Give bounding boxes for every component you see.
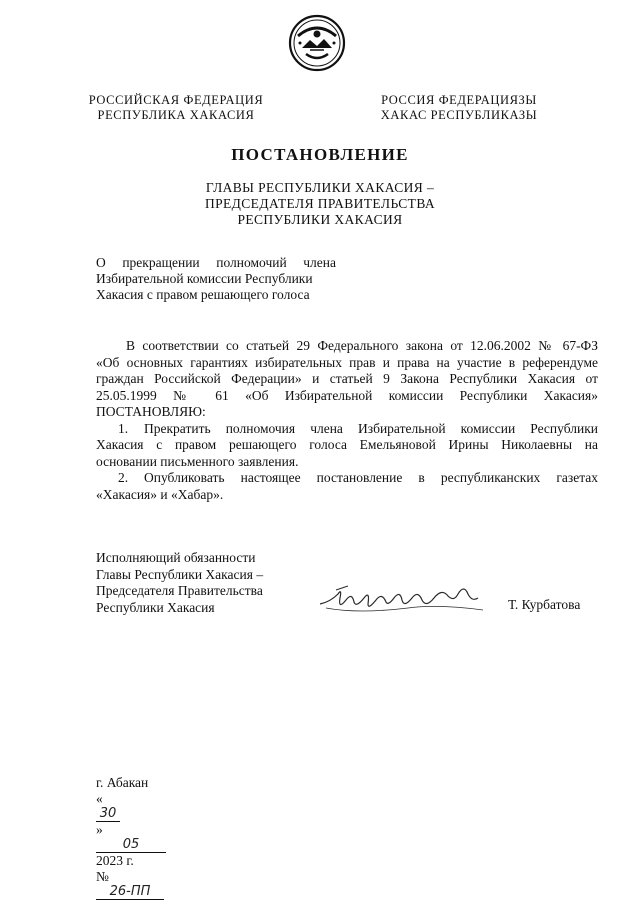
item1-line3: основании письменного заявления. <box>96 453 299 469</box>
signer-name: Т. Курбатова <box>508 597 581 612</box>
footer-city: г. Абакан <box>96 775 149 790</box>
number-value: 26-ПП <box>96 885 164 900</box>
item2-line1: Опубликовать настоящее постановление в республиканских газетах <box>144 470 598 485</box>
handwritten-signature <box>318 580 488 620</box>
item1-line2: Хакасия с правом решающего голоса Емельяновой Ирины Николаевны на <box>96 437 598 452</box>
body-p1-line2: «Об основных гарантиях избирательных прав и права на участие в референдуме <box>96 354 598 370</box>
subject-line1: О прекращении полномочий члена <box>96 255 336 270</box>
document-footer <box>96 775 166 900</box>
document-body <box>96 338 598 503</box>
subtitle-line3: РЕСПУБЛИКИ ХАКАСИЯ <box>237 212 403 227</box>
signatory-line3: Председателя Правительства <box>96 583 263 598</box>
signatory-position <box>96 550 296 616</box>
coat-of-arms-emblem <box>288 14 346 72</box>
body-p1-line3: граждан Российской Федерации» и статьей 9 Закона Республики Хакасия от <box>96 371 598 386</box>
signatory-line2: Главы Республики Хакасия – <box>96 566 264 582</box>
footer-date <box>96 791 166 869</box>
subtitle-line1: ГЛАВЫ РЕСПУБЛИКИ ХАКАСИЯ – <box>205 180 435 195</box>
document-title: ПОСТАНОВЛЕНИЕ <box>231 145 409 164</box>
header-left-line2: РЕСПУБЛИКА ХАКАСИЯ <box>97 108 255 122</box>
item2-line2: «Хакасия» и «Хабар». <box>96 486 224 502</box>
header-left <box>86 93 266 123</box>
number-prefix: № <box>96 869 109 884</box>
header-right <box>374 93 544 123</box>
subject-line3: Хакасия с правом решающего голоса <box>96 287 310 302</box>
subject-line2: Избирательной комиссии Республики <box>96 271 313 286</box>
date-open-quote: « <box>96 791 103 806</box>
item2-number: 2. <box>118 470 129 485</box>
body-p1-line1: В соответствии со статьей 29 Федерального закона от 12.06.2002 № 67-ФЗ <box>126 338 598 353</box>
signatory-line1: Исполняющий обязанности <box>96 550 256 565</box>
body-decree: ПОСТАНОВЛЯЮ: <box>96 404 206 419</box>
date-year: 2023 г. <box>96 853 134 868</box>
document-subject <box>96 255 336 303</box>
date-day: 30 <box>96 807 120 822</box>
body-p1-line4: 25.05.1999 № 61 «Об Избирательной комиссии Республики Хакасия» <box>96 387 598 403</box>
header-right-line1: РОССИЯ ФЕДЕРАЦИЯЗЫ <box>381 93 537 107</box>
date-close-quote: » <box>96 822 103 837</box>
item1-line1: Прекратить полномочия члена Избирательной комиссии Республики <box>144 420 598 436</box>
footer-number <box>96 869 166 900</box>
item1-first-line <box>96 421 598 438</box>
header-left-line1: РОССИЙСКАЯ ФЕДЕРАЦИЯ <box>88 93 264 107</box>
item2-first-line <box>96 470 598 487</box>
signatory-line4: Республики Хакасия <box>96 599 215 615</box>
subtitle-line2: ПРЕДСЕДАТЕЛЯ ПРАВИТЕЛЬСТВА <box>204 196 436 211</box>
date-month: 05 <box>96 838 166 853</box>
item1-number: 1. <box>118 420 129 436</box>
header-right-line2: ХАКАС РЕСПУБЛИКАЗЫ <box>380 108 538 122</box>
document-subtitle <box>0 180 640 228</box>
